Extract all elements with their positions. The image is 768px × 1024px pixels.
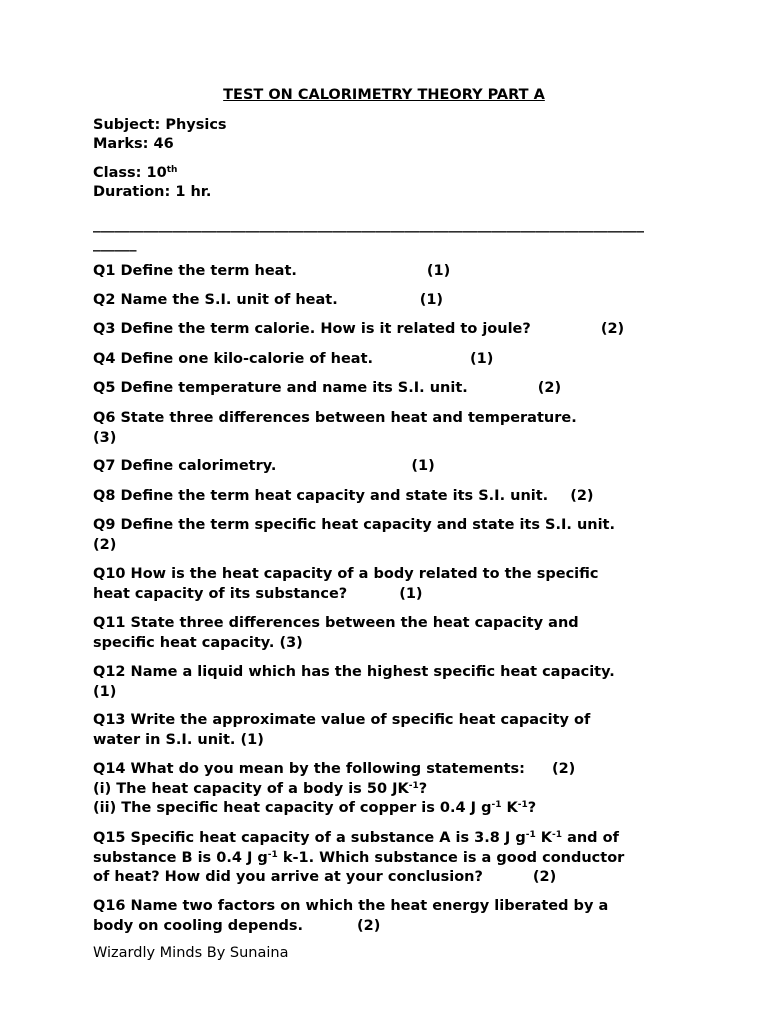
question-text-continued: specific heat capacity. (3) [93,634,303,651]
superscript: -1 [267,849,278,860]
question-marks: (2) [551,761,576,777]
question-text: Q10 How is the heat capacity of a body related to the specific [93,566,599,582]
question-15 [93,829,693,888]
question-9 [93,516,693,555]
divider-line-continued: ______ [93,236,137,252]
question-11 [93,614,693,653]
question-7 [93,457,693,477]
question-text: Q12 Name a liquid which has the highest specific heat capacity. [93,664,615,680]
subject-line: Subject: Physics [93,117,227,133]
question-text-continued: body on cooling depends. [93,917,304,934]
question-5 [93,379,693,399]
question-text: Q7 Define calorimetry. [93,458,277,474]
question-3 [93,320,693,340]
question-marks: (3) [93,429,117,446]
question-8 [93,487,693,507]
question-marks: (2) [600,321,625,337]
sub-question-text: ? [527,800,537,816]
question-text-continued: heat capacity of its substance? [93,585,348,602]
question-16 [93,897,693,936]
question-1 [93,262,693,282]
question-6 [93,409,693,448]
question-text: Q16 Name two factors on which the heat energy liberated by a [93,898,609,914]
sub-question-text: (i) The heat capacity of a body is 50 JK [93,780,409,797]
class-line [93,164,693,184]
sub-question-text: K [501,800,518,816]
question-text: Q15 Specific heat capacity of a substance A is 3.8 J g [93,830,526,846]
question-text: Q5 Define temperature and name its S.I. unit. [93,380,468,396]
question-text-continued: water in S.I. unit. (1) [93,731,264,748]
question-text: Q4 Define one kilo-calorie of heat. [93,351,374,367]
question-10 [93,565,693,604]
question-marks: (2) [537,380,562,396]
question-13 [93,711,693,750]
divider-line: ____________________________________________________________________________ [93,217,644,233]
question-14 [93,760,693,819]
class-superscript: th [166,165,178,175]
question-marks: (2) [357,917,381,934]
question-text: Q9 Define the term specific heat capacity and state its S.I. unit. [93,517,615,533]
question-text: Q14 What do you mean by the following statements: [93,761,525,777]
question-marks: (1) [411,458,435,474]
question-text: Q8 Define the term heat capacity and state its S.I. unit. [93,488,549,504]
marks-line: Marks: 46 [93,136,174,152]
question-marks: (2) [532,869,557,885]
question-text: K [535,830,553,846]
question-text: of heat? How did you arrive at your conclusion? [93,869,483,885]
sub-question-text: (ii) The specific heat capacity of copper is 0.4 J g [93,800,492,816]
page-title: TEST ON CALORIMETRY THEORY PART A [223,87,545,103]
duration-line: Duration: 1 hr. [93,184,212,200]
class-text: Class: 10 [93,165,167,181]
sub-question-text: ? [418,780,428,797]
page-footer: Wizardly Minds By Sunaina [93,945,289,961]
question-4 [93,350,693,370]
superscript: -1 [525,830,536,840]
question-12 [93,663,693,702]
question-text: Q13 Write the approximate value of specific heat capacity of [93,712,591,728]
question-text: Q1 Define the term heat. [93,263,297,279]
question-marks: (2) [570,488,594,504]
superscript: -1 [517,800,528,810]
sub-question-ii [93,799,693,819]
question-text: Q2 Name the S.I. unit of heat. [93,292,338,308]
question-marks: (1) [419,292,444,308]
superscript: -1 [491,800,502,810]
question-marks: (1) [399,585,423,602]
question-text: Q11 State three differences between the heat capacity and [93,615,579,631]
question-marks: (1) [470,351,494,367]
question-2 [93,291,693,311]
question-text: k-1. Which substance is a good conductor [277,849,625,866]
sub-question-i [93,780,693,800]
question-text: and of [562,830,619,846]
question-marks: (1) [93,683,117,700]
question-text: Q6 State three differences between heat and temperature. [93,410,577,426]
superscript: -1 [552,830,563,840]
superscript: -1 [408,780,419,791]
question-marks: (1) [426,263,451,279]
question-marks: (2) [93,536,117,553]
question-text: Q3 Define the term calorie. How is it related to joule? [93,321,531,337]
question-text: substance B is 0.4 J g [93,849,268,866]
